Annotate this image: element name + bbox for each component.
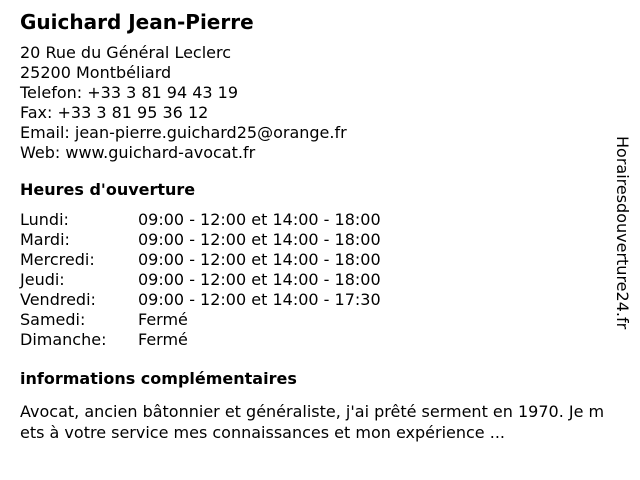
business-name: Guichard Jean-Pierre xyxy=(20,10,254,34)
hours-day: Jeudi: xyxy=(20,270,65,289)
hours-heading: Heures d'ouverture xyxy=(20,180,196,199)
hours-day: Lundi: xyxy=(20,210,69,229)
hours-row xyxy=(20,330,610,350)
hours-row xyxy=(20,210,610,230)
site-watermark: Horairesdouverture24.fr xyxy=(613,136,632,330)
email-line: Email: jean-pierre.guichard25@orange.fr xyxy=(20,123,347,142)
hours-table xyxy=(20,210,610,350)
hours-day: Vendredi: xyxy=(20,290,96,309)
hours-row xyxy=(20,230,610,250)
hours-time: 09:00 - 12:00 et 14:00 - 18:00 xyxy=(138,250,381,269)
contact-block xyxy=(20,43,610,163)
fax-line: Fax: +33 3 81 95 36 12 xyxy=(20,103,209,122)
hours-row xyxy=(20,270,610,290)
hours-time: 09:00 - 12:00 et 14:00 - 18:00 xyxy=(138,270,381,289)
hours-time: Fermé xyxy=(138,330,188,349)
hours-day: Mercredi: xyxy=(20,250,95,269)
info-text: Avocat, ancien bâtonnier et généraliste, j'ai prêté serment en 1970. Je mets à votre service mes connaissances et mon expérience ... xyxy=(20,402,605,442)
web-line: Web: www.guichard-avocat.fr xyxy=(20,143,256,162)
hours-day: Samedi: xyxy=(20,310,86,329)
hours-row xyxy=(20,250,610,270)
address-city: 25200 Montbéliard xyxy=(20,63,172,82)
address-street: 20 Rue du Général Leclerc xyxy=(20,43,232,62)
info-heading: informations complémentaires xyxy=(20,369,297,388)
hours-day: Mardi: xyxy=(20,230,70,249)
hours-row xyxy=(20,310,610,330)
hours-day: Dimanche: xyxy=(20,330,107,349)
hours-time: Fermé xyxy=(138,310,188,329)
phone-line: Telefon: +33 3 81 94 43 19 xyxy=(20,83,239,102)
hours-time: 09:00 - 12:00 et 14:00 - 18:00 xyxy=(138,230,381,249)
listing-content xyxy=(20,10,610,443)
hours-row xyxy=(20,290,610,310)
hours-time: 09:00 - 12:00 et 14:00 - 17:30 xyxy=(138,290,381,309)
hours-time: 09:00 - 12:00 et 14:00 - 18:00 xyxy=(138,210,381,229)
